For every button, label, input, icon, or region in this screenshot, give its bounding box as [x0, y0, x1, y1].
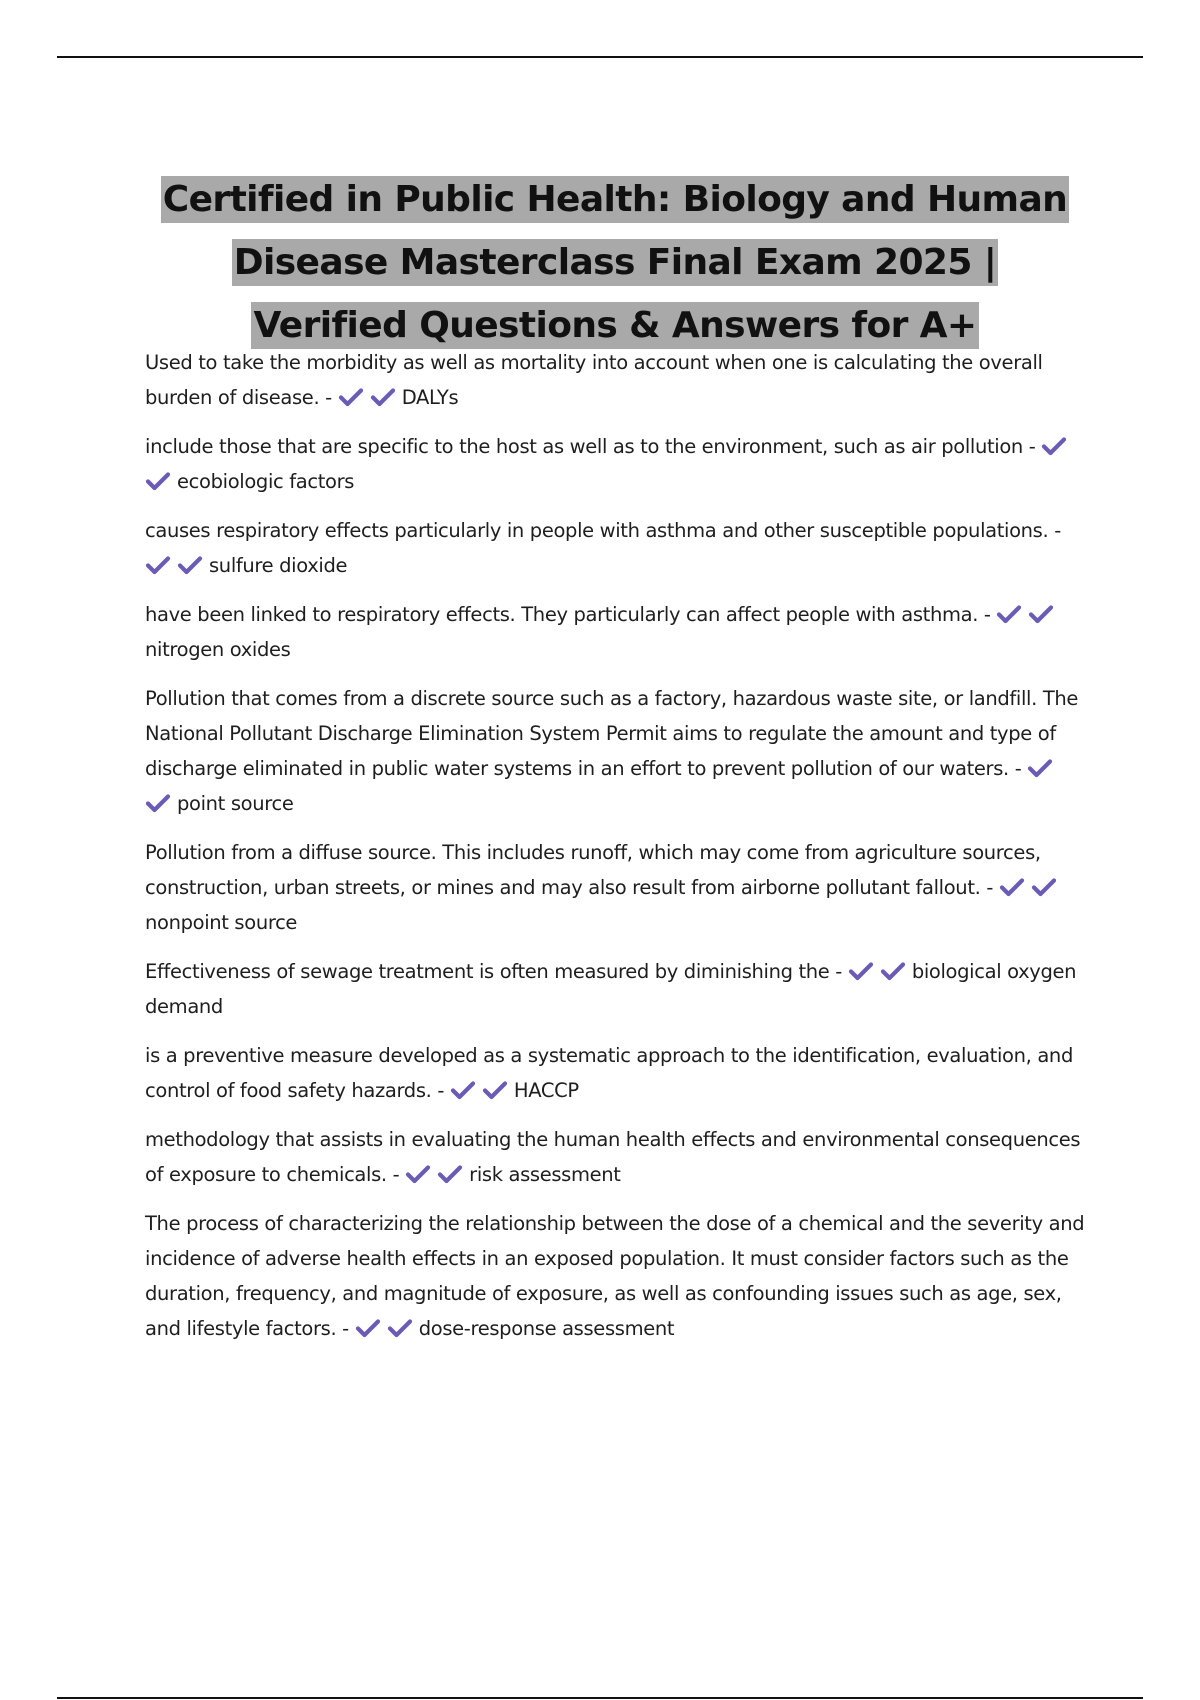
qa-item [145, 597, 1090, 667]
question-text: methodology that assists in evaluating the human health effects and environmental consequences of exposure to chemicals. [145, 1128, 1081, 1186]
separator: - [978, 603, 997, 626]
checkmark-icon [145, 793, 171, 813]
separator: - [829, 960, 848, 983]
qa-item [145, 1038, 1090, 1108]
checkmark-icon [437, 1164, 463, 1184]
separator: - [319, 386, 338, 409]
question-text: Used to take the morbidity as well as mortality into account when one is calculating the overall burden of disease. [145, 351, 1043, 409]
question-text: Effectiveness of sewage treatment is often measured by diminishing the [145, 960, 830, 983]
qa-item [145, 681, 1090, 821]
checkmark-icon [1028, 604, 1054, 624]
checkmark-icon [482, 1080, 508, 1100]
checkmark-icon [338, 387, 364, 407]
separator: - [336, 1317, 355, 1340]
checkmark-icon [355, 1318, 381, 1338]
qa-item [145, 954, 1090, 1024]
qa-item [145, 1206, 1090, 1346]
separator: - [431, 1079, 450, 1102]
answer-text: nitrogen oxides [145, 638, 291, 661]
checkmark-icon [999, 877, 1025, 897]
checkmark-icon [1041, 436, 1067, 456]
answer-text: nonpoint source [145, 911, 298, 934]
checkmark-icon [996, 604, 1022, 624]
question-text: is a preventive measure developed as a systematic approach to the identification, evaluation, and control of food safety hazards. [145, 1044, 1073, 1102]
answer-text: dose-response assessment [418, 1317, 675, 1340]
bottom-rule [57, 1697, 1143, 1699]
separator: - [1048, 519, 1061, 542]
qa-item [145, 1122, 1090, 1192]
checkmark-icon [848, 961, 874, 981]
document-title [150, 168, 1080, 357]
answer-text: HACCP [513, 1079, 579, 1102]
question-text: include those that are specific to the host as well as to the environment, such as air pollution [145, 435, 1023, 458]
checkmark-icon [370, 387, 396, 407]
qa-list [145, 345, 1090, 1360]
separator: - [980, 876, 999, 899]
checkmark-icon [1031, 877, 1057, 897]
checkmark-icon [1027, 758, 1053, 778]
question-text: have been linked to respiratory effects. They particularly can affect people with asthma. [145, 603, 979, 626]
checkmark-icon [145, 555, 171, 575]
checkmark-icon [177, 555, 203, 575]
qa-item [145, 345, 1090, 415]
answer-text: sulfure dioxide [209, 554, 348, 577]
answer-text: biological oxygen demand [145, 960, 1077, 1018]
separator: - [1008, 757, 1028, 780]
answer-text: risk assessment [469, 1163, 621, 1186]
checkmark-icon [145, 471, 171, 491]
question-text: causes respiratory effects particularly in people with asthma and other susceptible populations. [145, 519, 1049, 542]
qa-item [145, 513, 1090, 583]
qa-item [145, 429, 1090, 499]
checkmark-icon [387, 1318, 413, 1338]
document-title-text: Certified in Public Health: Biology and Human Disease Masterclass Final Exam 2025 | Verified Questions & Answers for A+ [161, 176, 1069, 349]
question-text: Pollution from a diffuse source. This includes runoff, which may come from agriculture sources, construction, urban streets, or mines and may also result from airborne pollutant fallout. [145, 841, 1041, 899]
question-text: The process of characterizing the relationship between the dose of a chemical and the severity and incidence of adverse health effects in an exposed population. It must consider factors such as the duration, frequency, and magnitude of exposure, as well as confounding issues such as age, sex, and lifestyle factors. [145, 1212, 1085, 1340]
answer-text: ecobiologic factors [177, 470, 355, 493]
qa-item [145, 835, 1090, 940]
question-text: Pollution that comes from a discrete source such as a factory, hazardous waste site, or landfill. The National Pollutant Discharge Elimination System Permit aims to regulate the amount and type of discharge eliminated in public water systems in an effort to prevent pollution of our waters. [145, 687, 1079, 780]
checkmark-icon [450, 1080, 476, 1100]
separator: - [386, 1163, 406, 1186]
checkmark-icon [880, 961, 906, 981]
answer-text: DALYs [401, 386, 459, 409]
top-rule [57, 56, 1143, 58]
answer-text: point source [177, 792, 294, 815]
checkmark-icon [405, 1164, 431, 1184]
separator: - [1022, 435, 1042, 458]
